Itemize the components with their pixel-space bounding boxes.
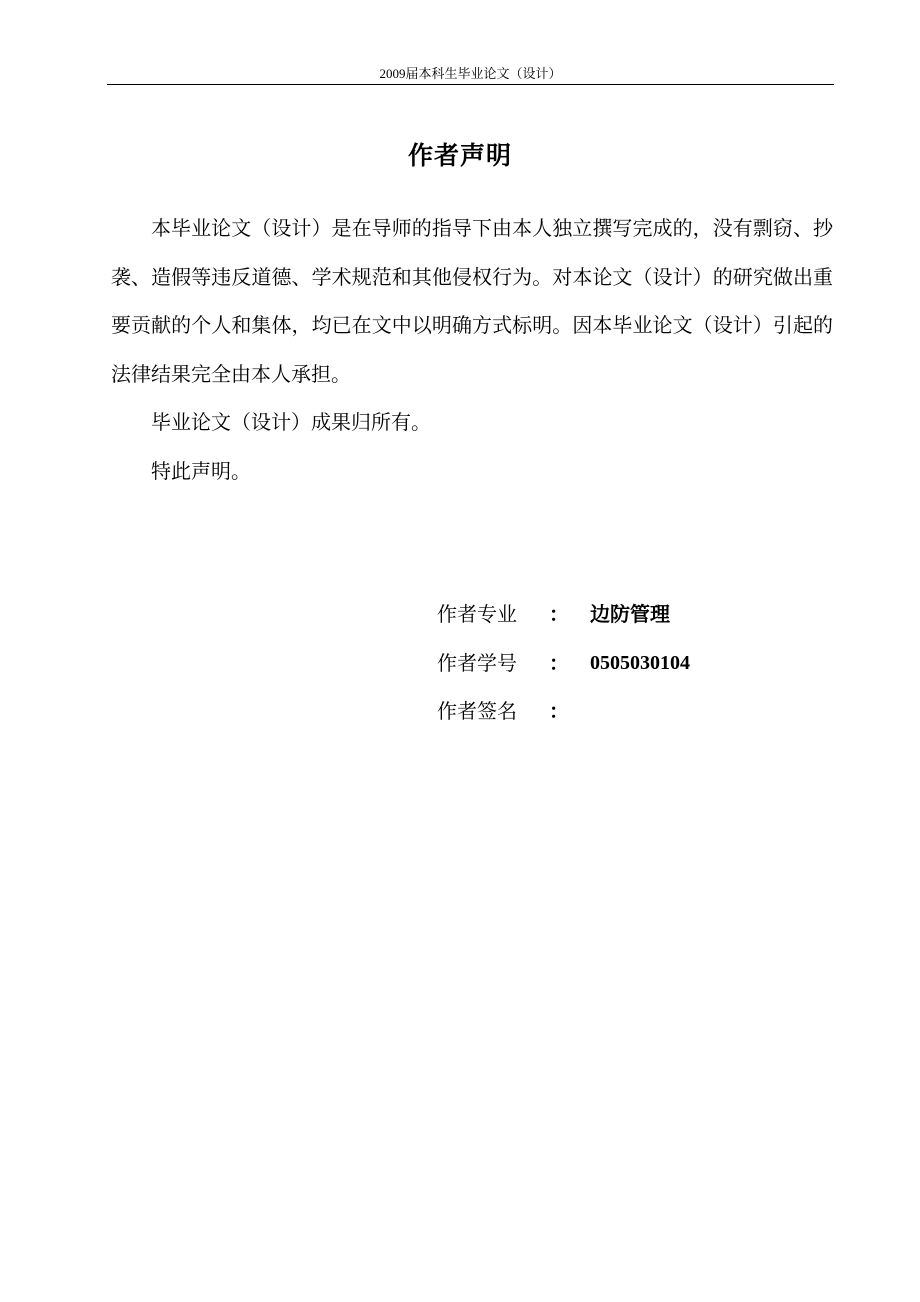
document-title: 作者声明 [407, 141, 512, 170]
signature-row [437, 687, 837, 736]
declaration-body [111, 204, 833, 495]
student-id-label: 作者学号 [437, 650, 517, 675]
page-header [107, 64, 834, 85]
signature-block [437, 590, 837, 736]
major-value: 边防管理 [590, 602, 670, 626]
signature-colon: ： [549, 699, 569, 723]
student-id-row [437, 639, 837, 688]
major-row [437, 590, 837, 639]
declaration-paragraph-1: 本毕业论文（设计）是在导师的指导下由本人独立撰写完成的，没有剽窃、抄袭、造假等违反道德、学术规范和其他侵权行为。对本论文（设计）的研究做出重要贡献的个人和集体，均已在文中以明确方式标明。因本毕业论文（设计）引起的法律结果完全由本人承担。 [111, 216, 833, 386]
major-colon: ： [549, 602, 569, 626]
student-id-colon: ： [549, 650, 569, 675]
header-text: 2009届本科生毕业论文（设计） [379, 66, 562, 81]
major-label: 作者专业 [437, 602, 517, 626]
signature-label: 作者签名 [437, 699, 517, 723]
declaration-paragraph-2: 毕业论文（设计）成果归所有。 [151, 410, 431, 434]
student-id-value: 0505030104 [590, 651, 690, 674]
declaration-paragraph-3: 特此声明。 [151, 458, 251, 483]
